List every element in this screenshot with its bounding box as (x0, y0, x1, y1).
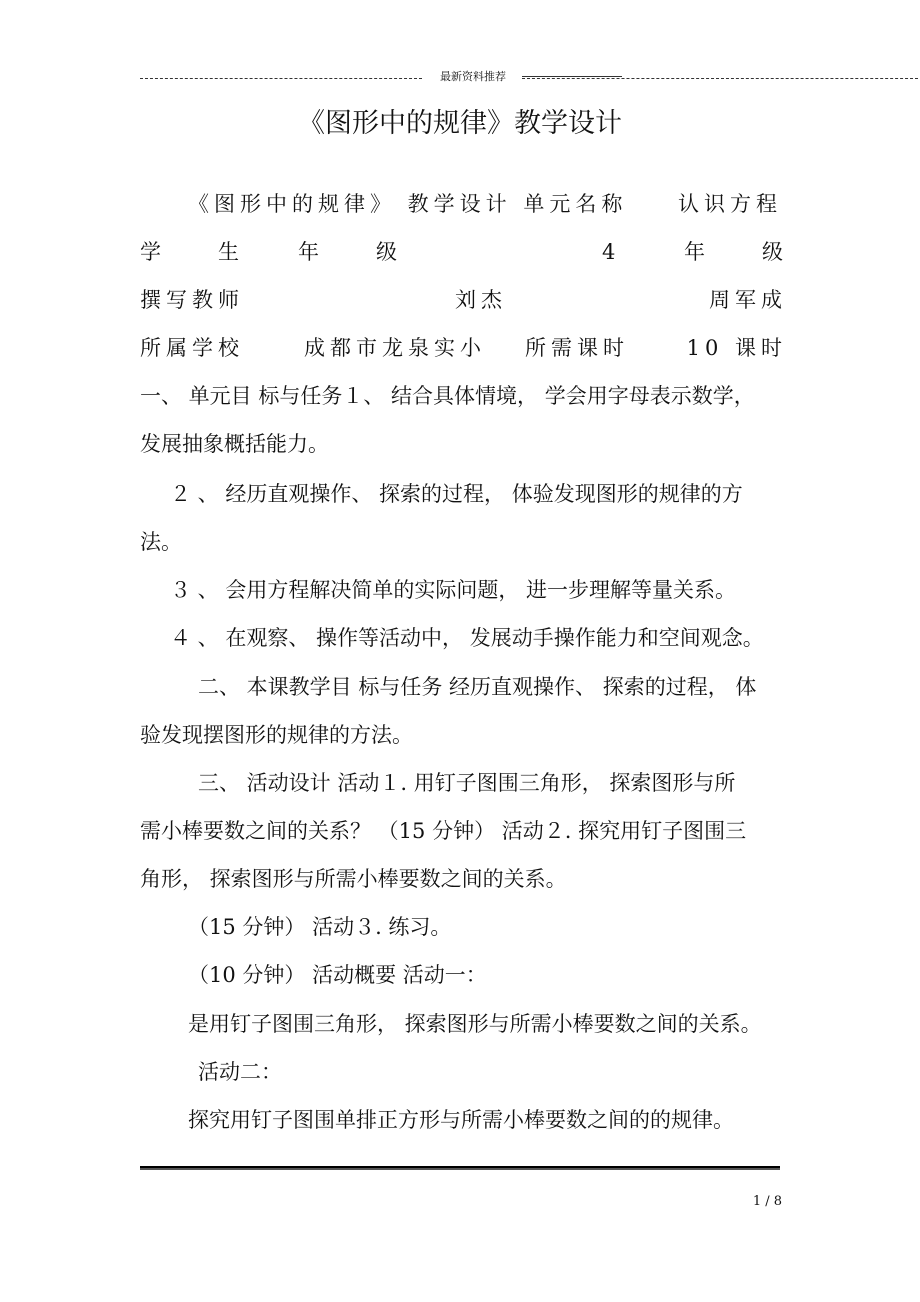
body-line: 法。 (140, 530, 182, 554)
grade-value: 4 (602, 240, 616, 264)
body-line: ２ 、 经历直观操作、 探索的过程， 体验发现图形的规律的方 (170, 482, 743, 506)
unit-value: 认识方程 (678, 192, 782, 216)
hours-value: 10 课时 (686, 336, 787, 360)
grade-label-char: 级 (376, 240, 397, 264)
body-line: 需小棒要数之间的关系？ （15 分钟） 活动２. 探究用钉子图围三 (140, 819, 747, 843)
grade-label-char: 学 (140, 240, 161, 264)
body-line: 是用钉子图围三角形， 探索图形与所需小棒要数之间的关系。 (188, 1012, 762, 1036)
body-line: 发展抽象概括能力。 (140, 432, 329, 456)
grade-label-char: 生 (218, 240, 239, 264)
grade-label-char: 年 (298, 240, 319, 264)
unit-row (140, 188, 782, 220)
body-line: （15 分钟） 活动３. 练习。 (188, 915, 452, 939)
author-label: 撰写教师 (140, 288, 244, 312)
header-rule-left (140, 78, 422, 79)
header-rule-right (522, 78, 918, 79)
body-line: 一、 单元目 标与任务１、 结合具体情境， 学会用字母表示数学， (140, 384, 755, 408)
grade-value: 年 (684, 240, 705, 264)
body-line: ４ 、 在观察、 操作等活动中， 发展动手操作能力和空间观念。 (170, 626, 764, 650)
page-number: 1 / 8 (752, 1194, 782, 1209)
grade-value: 级 (762, 240, 783, 264)
grade-row (140, 236, 782, 268)
school-label: 所属学校 (140, 336, 244, 360)
body-line: 活动二： (198, 1060, 282, 1084)
body-line: （10 分钟） 活动概要 活动一： (188, 963, 487, 987)
unit-label: 《图形中的规律》 教学设计 单元名称 (188, 192, 628, 216)
body-line: 验发现摆图形的规律的方法。 (140, 723, 413, 747)
author-name-1: 刘杰 (455, 288, 507, 312)
body-line: 三、 活动设计 活动１. 用钉子图围三角形， 探索图形与所 (198, 771, 736, 795)
header-label: 最新资料推荐 (440, 70, 506, 83)
hours-label: 所需课时 (525, 336, 629, 360)
body-line: 探究用钉子图围单排正方形与所需小棒要数之间的的规律。 (188, 1108, 734, 1132)
author-name-2: 周军成 (709, 288, 787, 312)
body-line: 角形， 探索图形与所需小棒要数之间的关系。 (140, 867, 567, 891)
school-value: 成都市龙泉实小 (304, 336, 486, 360)
body-line: 二、 本课教学目 标与任务 经历直观操作、 探索的过程， 体 (198, 675, 757, 699)
author-row (140, 284, 787, 316)
document-title: 《图形中的规律》教学设计 (298, 108, 622, 139)
footer-rule (140, 1166, 780, 1170)
header-rule-right-solid (522, 76, 622, 77)
school-row (140, 332, 787, 364)
body-line: ３ 、 会用方程解决简单的实际问题， 进一步理解等量关系。 (170, 578, 737, 602)
